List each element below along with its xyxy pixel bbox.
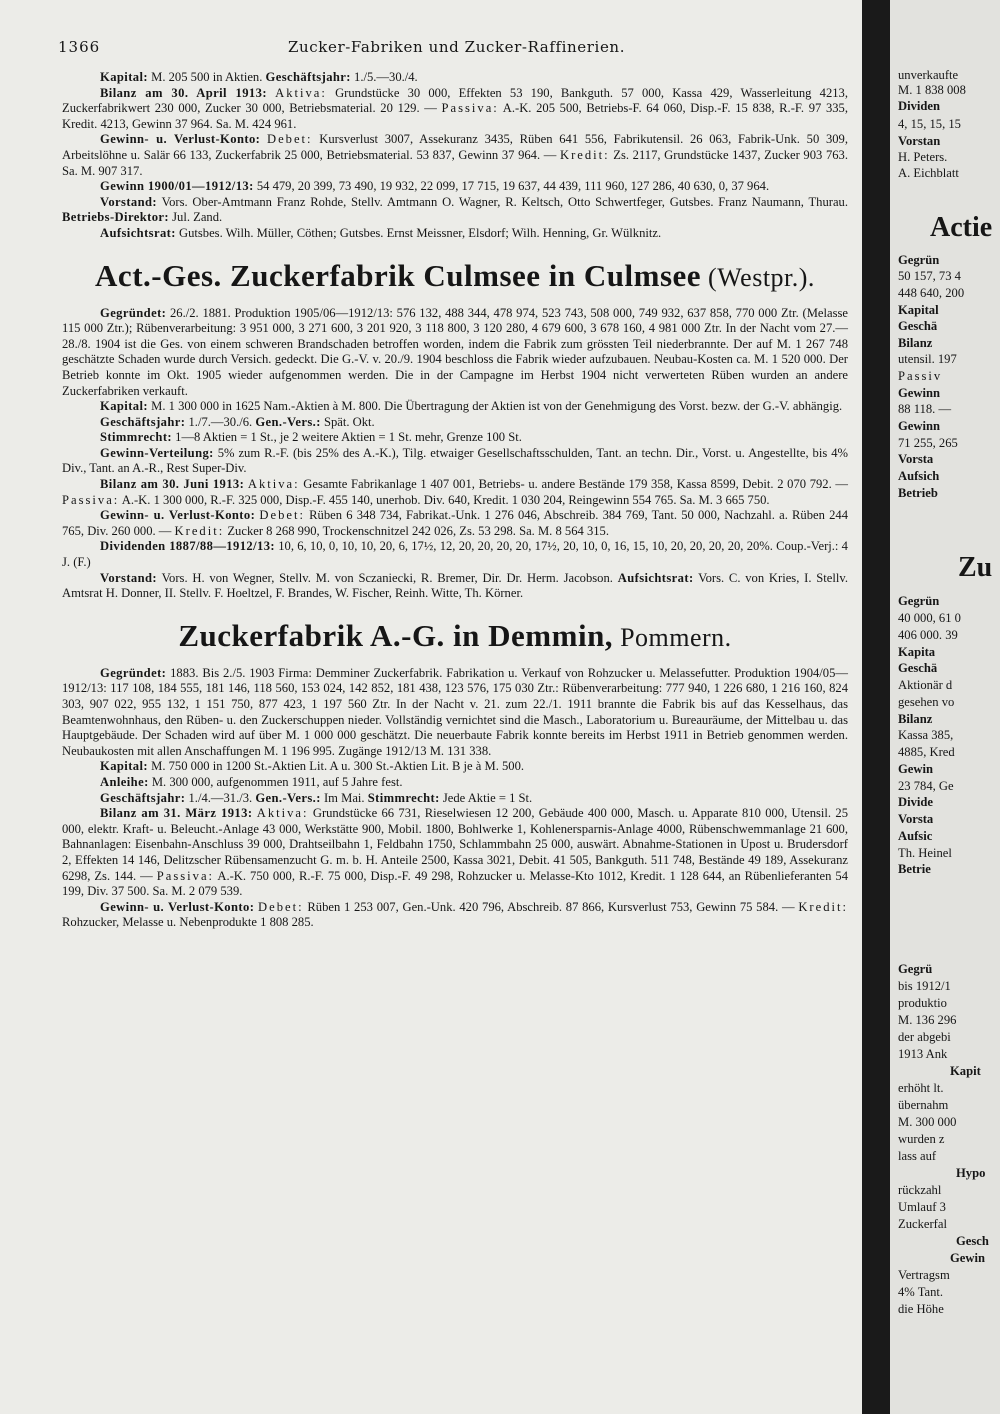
section-continued-company — [62, 70, 848, 242]
vorstand-entry: Vorstand: Vors. H. von Wegner, Stellv. M. von Sczaniecki, R. Bremer, Dir. Dr. Herm. Jacobson. Aufsichtsrat: Vors. C. von Kries, I. Stellv. Amtsrat H. Donner, II. Stellv. F. Hoeltzel, F. Brandes, W. Fischer, Reinh. Witte, Th. Körner. — [62, 570, 848, 601]
kapital-entry: Kapital: M. 750 000 in 1200 St.-Aktien Lit. A u. 300 St.-Aktien Lit. B je à M. 500. — [100, 759, 525, 774]
facing-line: 1913 Ank — [898, 1047, 948, 1061]
facing-line: 406 000. 39 — [898, 628, 958, 642]
facing-line: 88 118. — — [898, 402, 952, 416]
kapital-entry: Kapital: M. 205 500 in Aktien. Geschäftsjahr: 1./5.—30./4. — [100, 70, 418, 84]
facing-line: M. 300 000 — [898, 1115, 957, 1129]
guv-entry: Gewinn- u. Verlust-Konto: Debet: Kursverlust 3007, Assekuranz 3435, Rüben 641 556, Fabrikutensil. 26 063, Fabrik-Unk. 50 309, Arbeitslöhne u. Salär 66 133, Zuckerfabrik 25 000, Betriebsmaterial. 53 837, Gewinn 37 964. — Kredit: Zs. 2117, Grundstücke 1437, Zucker 903 763. Sa. M. 907 317. — [62, 132, 849, 178]
facing-line: Gegrün — [898, 594, 940, 608]
company-heading-demmin: Zuckerfabrik A.-G. in Demmin, Pommern. — [178, 617, 732, 653]
facing-line: lass auf — [898, 1149, 937, 1163]
facing-line: Vertragsm — [898, 1268, 950, 1282]
facing-line: 40 000, 61 0 — [898, 611, 961, 625]
facing-line: Passiv — [898, 369, 943, 383]
facing-line: bis 1912/1 — [898, 979, 951, 993]
facing-heading: Zu — [958, 552, 993, 583]
vorstand-entry: Vorstand: Vors. Ober-Amtmann Franz Rohde, Stellv. Amtmann O. Wagner, R. Keltsch, Otto Schwertfeger, Gutsbes. Franz Naumann, Thurau. Betriebs-Direktor: Jul. Zand. — [62, 194, 848, 225]
page-number: 1366 — [58, 38, 101, 56]
kapital-entry: Kapital: M. 1 300 000 in 1625 Nam.-Aktien à M. 800. Die Übertragung der Aktien ist von der Genehmigung des Vorst. bezw. der G.-V. abhängig. — [100, 399, 843, 414]
facing-line: Vorstan — [898, 134, 941, 148]
facing-line: Umlauf 3 — [898, 1200, 946, 1214]
facing-line: Divide — [898, 795, 933, 809]
facing-line: die Höhe — [898, 1302, 944, 1316]
facing-line: unverkaufte — [898, 68, 959, 82]
facing-line: rückzahl — [898, 1183, 942, 1197]
facing-line: erhöht lt. — [898, 1081, 944, 1095]
company-heading-culmsee: Act.-Ges. Zuckerfabrik Culmsee in Culmsee (Westpr.). — [95, 257, 815, 293]
facing-line: 4885, Kred — [898, 745, 955, 759]
facing-line: Geschä — [898, 661, 938, 675]
facing-line: Aufsic — [898, 829, 933, 843]
facing-line: Th. Heinel — [898, 846, 952, 860]
facing-line: 4, 15, 15, 15 — [898, 117, 961, 131]
facing-line: Kapit — [950, 1064, 981, 1078]
anleihe-entry: Anleihe: M. 300 000, aufgenommen 1911, auf 5 Jahre fest. — [100, 774, 403, 789]
facing-line: Bilanz — [898, 712, 933, 726]
facing-line: Dividen — [898, 99, 940, 113]
facing-heading: Actie — [930, 212, 993, 243]
facing-line: Betrie — [898, 862, 931, 876]
gegruendet-entry: Gegründet: 1883. Bis 2./5. 1903 Firma: Demminer Zuckerfabrik. Fabrikation u. Verkauf von Rohzucker u. Melassefutter. Produktion 1904/05—1912/13: 117 108, 184 555, 181 146, 118 560, 153 024, 142 852, 181 438, 123 576, 175 030 Ztr.: Rübenverarbeitung: 777 940, 1 226 680, 1 216 160, 824 303, 907 022, 955 132, 1 151 750, 877 423, 1 197 560 Ztr. In der Nacht v. 21. zum 22./1. 1911 brannte die Fabrik bis auf das Kesselhaus, das Beamtenwohnhaus, den Rüben- u. den Zuckerschuppen nieder. Vollständig vernichtet sind die Masch., Laboratorium u. Bureauräume, der Mittelbau u. das Hauptgebäude. Der Schaden wird auf über M. 1 000 000 geschätzt. Die neuerbaute Fabrik konnte bereits im Herbst 1911 in Betrieb genommen werden. Neubaukosten mit allen Anschaffungen M. 1 196 995. Zugänge 1912/13 M. 131 338. — [62, 665, 848, 758]
facing-line: 23 784, Ge — [898, 779, 954, 793]
facing-line: 4% Tant. — [898, 1285, 944, 1299]
geschaeftsjahr-entry: Geschäftsjahr: 1./4.—31./3. Gen.-Vers.: Im Mai. Stimmrecht: Jede Aktie = 1 St. — [100, 790, 533, 805]
facing-line: wurden z — [898, 1132, 945, 1146]
facing-line: der abgebi — [898, 1030, 951, 1044]
facing-line: utensil. 197 — [898, 352, 957, 366]
guv-entry: Gewinn- u. Verlust-Konto: Debet: Rüben 1 253 007, Gen.-Unk. 420 796, Abschreib. 87 866, Kursverlust 753, Gewinn 75 584. — Kredit: Rohzucker, Melasse u. Nebenprodukte 1 808 285. — [62, 899, 848, 930]
facing-line: Kassa 385, — [898, 728, 954, 742]
facing-line: Aktionär d — [898, 678, 953, 692]
bilanz-entry: Bilanz am 30. Juni 1913: Aktiva: Gesamte Fabrikanlage 1 407 001, Betriebs- u. andere Bestände 179 358, Kassa 8599, Debit. 2 070 792. — Passiva: A.-K. 1 300 000, R.-F. 325 000, Disp.-F. 455 140, unerhob. Div. 640, Kredit. 1 030 204, Reingewinn 554 765. Sa. M. 3 665 750. — [62, 477, 848, 507]
facing-line: A. Eichblatt — [898, 166, 959, 180]
section-culmsee — [62, 257, 848, 602]
facing-line: Bilanz — [898, 336, 933, 350]
facing-line: Gewin — [898, 762, 933, 776]
running-title: Zucker-Fabriken und Zucker-Raffinerien. — [288, 38, 626, 56]
facing-line: Gesch — [956, 1234, 989, 1248]
facing-line: M. 1 838 008 — [898, 83, 966, 97]
geschaeftsjahr-entry: Geschäftsjahr: 1./7.—30./6. Gen.-Vers.: Spät. Okt. — [100, 414, 375, 429]
facing-line: Hypo — [956, 1166, 986, 1180]
facing-line: Gewinn — [898, 419, 940, 433]
facing-line: gesehen vo — [898, 695, 955, 709]
facing-line: Gewinn — [898, 386, 940, 400]
facing-line: Zuckerfal — [898, 1217, 947, 1231]
page-header — [58, 38, 848, 62]
gewinn-entry: Gewinn 1900/01—1912/13: 54 479, 20 399, 73 490, 19 932, 22 099, 17 715, 19 637, 44 439, 111 960, 127 286, 40 630, 0, 37 964. — [100, 179, 770, 194]
facing-line: 448 640, 200 — [898, 286, 965, 300]
facing-line: Kapita — [898, 645, 936, 659]
page-content — [62, 70, 848, 931]
facing-line: Vorsta — [898, 812, 934, 826]
facing-page-fragment — [890, 0, 1000, 1414]
gewinn-verteilung-entry: Gewinn-Verteilung: 5% zum R.-F. (bis 25% des A.-K.), Tilg. etwaiger Gesellschaftsschulden, Tant. an techn. Dir., Vorst. u. Angestellte, bis 4% Div., Tant. an A.-R., Rest Super-Div. — [62, 445, 848, 476]
facing-line: 71 255, 265 — [898, 436, 958, 450]
facing-line: Geschä — [898, 319, 938, 333]
facing-line: übernahm — [898, 1098, 949, 1112]
facing-line: Betrieb — [898, 486, 938, 500]
facing-line: Kapital — [898, 303, 939, 317]
bilanz-entry: Bilanz am 30. April 1913: Aktiva: Grundstücke 30 000, Effekten 53 190, Bankguth. 57 000, Kassa 429, Wasserleitung 4213, Zuckerfabrikwert 230 000, Zucker 30 000, Betriebsmaterial. 20 129. — Passiva: A.-K. 205 500, Betriebs-F. 64 060, Disp.-F. 15 838, R.-F. 97 335, Kredit. 4213, Gewinn 37 964. Sa. M. 424 961. — [62, 85, 848, 131]
facing-line: 50 157, 73 4 — [898, 269, 961, 283]
dividenden-entry: Dividenden 1887/88—1912/13: 10, 6, 10, 0, 10, 10, 20, 6, 17½, 12, 20, 20, 20, 20, 17½, 20, 10, 0, 16, 15, 10, 20, 20, 20, 20, 20%. Coup.-Verj.: 4 J. (F.) — [62, 539, 848, 570]
aufsichtsrat-entry: Aufsichtsrat: Gutsbes. Wilh. Müller, Cöthen; Gutsbes. Ernst Meissner, Elsdorf; Wilh. Henning, Gr. Wülknitz. — [100, 225, 662, 240]
book-gutter — [862, 0, 890, 1414]
guv-entry: Gewinn- u. Verlust-Konto: Debet: Rüben 6 348 734, Fabrikat.-Unk. 1 276 046, Abschreib. 384 769, Tant. 50 000, Nachzahl. a. Rüben 244 765, Div. 260 000. — Kredit: Zucker 8 268 990, Trockenschnitzel 242 026, Zs. 53 298. Sa. M. 8 564 315. — [62, 508, 848, 538]
facing-line: Gewin — [950, 1251, 985, 1265]
facing-line: produktio — [898, 996, 947, 1010]
facing-line: Gegrün — [898, 253, 940, 267]
facing-line: Aufsich — [898, 469, 940, 483]
section-demmin — [62, 617, 848, 931]
facing-line: H. Peters. — [898, 150, 948, 164]
stimmrecht-entry: Stimmrecht: 1—8 Aktien = 1 St., je 2 weitere Aktien = 1 St. mehr, Grenze 100 St. — [100, 430, 522, 445]
facing-line: M. 136 296 — [898, 1013, 957, 1027]
gegruendet-entry: Gegründet: 26./2. 1881. Produktion 1905/06—1912/13: 576 132, 488 344, 478 974, 523 743, 508 000, 749 932, 637 858, 770 000 Ztr. (Melasse 115 000 Ztr.); Rübenverarbeitung: 3 951 000, 3 271 600, 3 201 920, 3 118 800, 3 120 280, 4 679 600, 3 678 160, 4 981 000 Ztr. In der Nacht vom 27.—28./8. 1904 ist die Ges. von einem schweren Brandschaden betroffen worden, indem die Fabrik zum grössten Teil niederbrannte. Der auf M. 1 267 748 geschätzte Schaden wurde durch Versich. gedeckt. Die G.-V. v. 20./9. 1904 beschloss die Fabrik wieder aufzubauen. Neubau-Kosten ca. M. 1 520 000. Der Betrieb konnte im Okt. 1905 wieder aufgenommen werden. Die in der Campagne im Herbst 1904 nicht verwerteten Rüben wurden an andere Zuckerfabriken verkauft. — [62, 305, 848, 398]
bilanz-entry: Bilanz am 31. März 1913: Aktiva: Grundstücke 66 731, Rieselwiesen 12 200, Gebäude 400 000, Masch. u. Apparate 810 000, Utensil. 25 000, elektr. Kraft- u. Beleucht.-Anlage 43 000, Werkstätte 900, Mobil. 1800, Bohlwerke 1, Kohlenersparnis-Anlage 4000, Rübenschwemmanlage 21 600, Bahnanlagen: Eisenbahn-Anschluss 39 000, Drahtseilbahn 1, Feldbahn 1750, Schlammbahn 25 000, auswärt. Abnahme-Stationen in Upost u. Brudersdorf 2, Effekten 14 146, Delitzscher Rübensamenzucht G. m. b. H. Anteile 2500, Kassa 3021, Debit. 41 505, Bankguth. 511 748, Bestände 49 189, Assekuranz 6298, Zs. 144. — Passiva: A.-K. 750 000, R.-F. 75 000, Disp.-F. 49 298, Rohzucker u. Melasse-Kto 1012, Kredit. 1 128 644, an Rübenlieferanten 54 199, Div. 37 500. Sa. M. 2 079 539. — [62, 806, 848, 899]
facing-line: Vorsta — [898, 452, 934, 466]
facing-line: Gegrü — [898, 962, 933, 976]
